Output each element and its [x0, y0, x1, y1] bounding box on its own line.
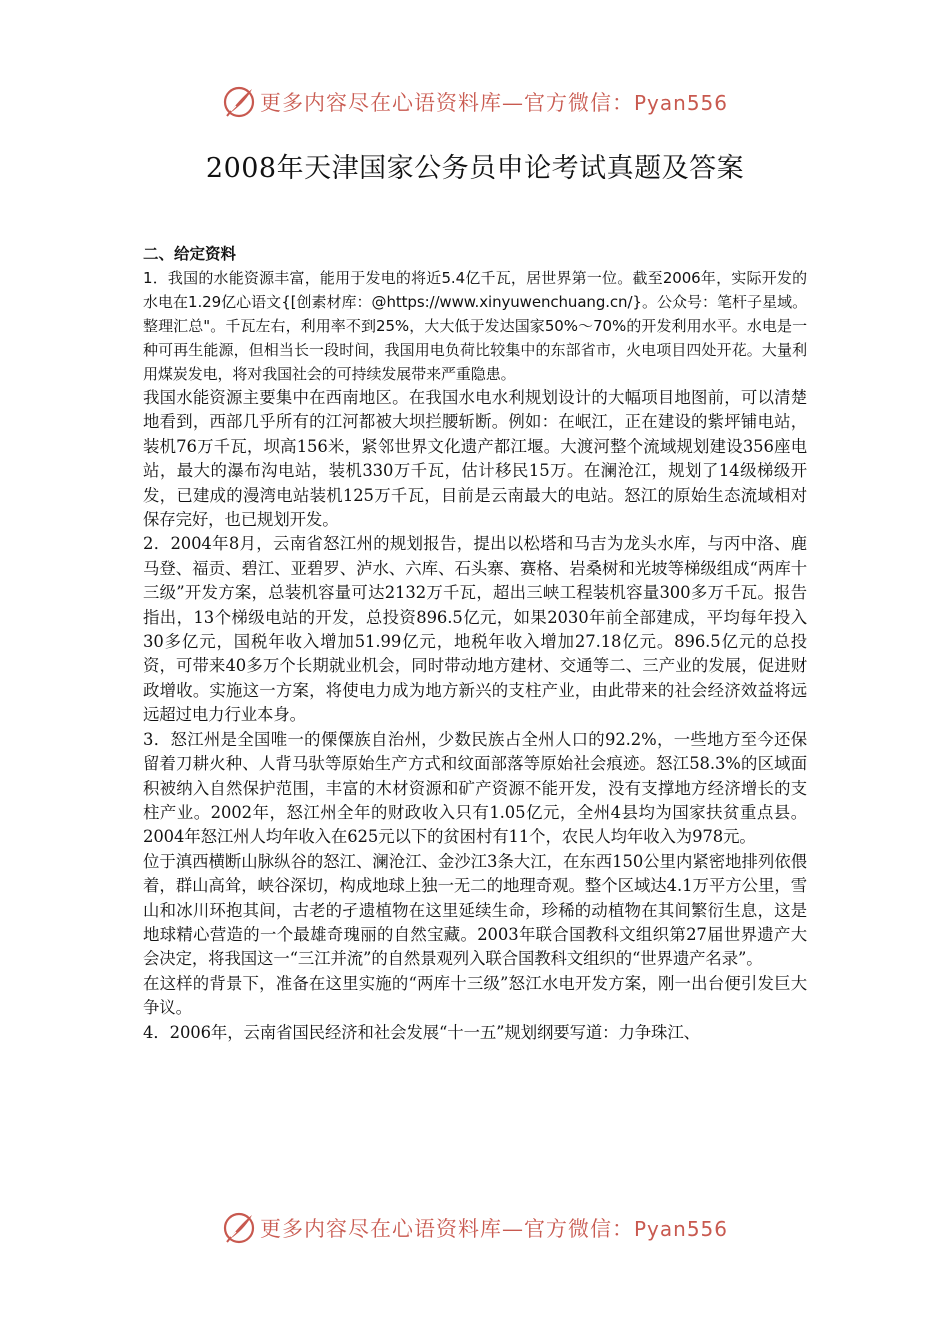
- footer-banner: [0, 1208, 950, 1248]
- header-banner: [0, 82, 950, 122]
- paragraph-4: 3．怒江州是全国唯一的傈僳族自治州，少数民族占全州人口的92.2%，一些地方至今还保留着刀耕火种、人背马驮等原始生产方式和纹面部落等原始社会痕迹。怒江58.3%的区域面积被纳入自然保护范围，丰富的木材资源和矿产资源不能开发，没有支撑地方经济增长的支柱产业。2002年，怒江州全年的财政收入只有1.05亿元，全州4县均为国家扶贫重点县。2004年怒江州人均年收入在625元以下的贫困村有11个，农民人均年收入为978元。: [143, 729, 807, 847]
- paragraph-7: 4．2006年，云南省国民经济和社会发展“十一五”规划纲要写道：力争珠江、: [143, 1022, 700, 1042]
- paragraph-5: 位于滇西横断山脉纵谷的怒江、澜沧江、金沙江3条大江，在东西150公里内紧密地排列依偎着，群山高耸，峡谷深切，构成地球上独一无二的地理奇观。整个区域达4.1万平方公里，雪山和冰川环抱其间，古老的孑遗植物在这里延续生命，珍稀的动植物在其间繁衍生息，这是地球精心营造的一个最雄奇瑰丽的自然宝藏。2003年联合国教科文组织第27届世界遗产大会决定，将我国这一“三江并流”的自然景观列入联合国教科文组织的“世界遗产名录”。: [143, 851, 807, 969]
- section-heading: 二、给定资料: [143, 245, 237, 263]
- document-title: 2008年天津国家公务员申论考试真题及答案: [205, 153, 745, 184]
- footer-banner-wechat-id: Pyan556: [633, 1217, 728, 1241]
- quill-logo-icon: [222, 1211, 256, 1245]
- paragraph-1: 1．我国的水能资源丰富，能用于发电的将近5.4亿千瓦，居世界第一位。截至2006年，实际开发的水电在1.29亿心语文{[创素材库：@https://www.xinyuwenchuang.cn/}。公众号：笔杆子星域。整理汇总"。千瓦左右，利用率不到25%，大大低于发达国家50%～70%的开发利用水平。水电是一种可再生能源，但相当长一段时间，我国用电负荷比较集中的东部省市，火电项目四处开花。大量利用煤炭发电，将对我国社会的可持续发展带来严重隐患。: [143, 269, 807, 383]
- quill-logo-icon: [222, 85, 256, 119]
- header-banner-wechat-id: Pyan556: [633, 91, 728, 115]
- paragraph-2: 我国水能资源主要集中在西南地区。在我国水电水利规划设计的大幅项目地图前，可以清楚地看到，西部几乎所有的江河都被大坝拦腰斩断。例如：在岷江，正在建设的紫坪铺电站，装机76万千瓦，坝高156米，紧邻世界文化遗产都江堰。大渡河整个流域规划建设356座电站，最大的瀑布沟电站，装机330万千瓦，估计移民15万。在澜沧江，规划了14级梯级开发，已建成的漫湾电站装机125万千瓦，目前是云南最大的电站。怒江的原始生态流域相对保存完好，也已规划开发。: [143, 388, 807, 530]
- paragraph-6: 在这样的背景下，准备在这里实施的“两库十三级”怒江水电开发方案，刚一出台便引发巨大争议。: [143, 973, 807, 1018]
- header-banner-text: [260, 87, 728, 117]
- footer-banner-text: [260, 1213, 728, 1243]
- document-body: [143, 242, 807, 1045]
- footer-banner-cn: 更多内容尽在心语资料库—官方微信：: [259, 1217, 634, 1241]
- header-banner-cn: 更多内容尽在心语资料库—官方微信：: [259, 91, 634, 115]
- paragraph-3: 2．2004年8月，云南省怒江州的规划报告，提出以松塔和马吉为龙头水库，与丙中洛、鹿马登、福贡、碧江、亚碧罗、泸水、六库、石头寨、赛格、岩桑树和光坡等梯级组成“两库十三级”开发方案，总装机容量可达2132万千瓦，超出三峡工程装机容量300多万千瓦。报告指出，13个梯级电站的开发，总投资896.5亿元，如果2030年前全部建成，平均每年投入30多亿元，国税年收入增加51.99亿元，地税年收入增加27.18亿元。896.5亿元的总投资，可带来40多万个长期就业机会，同时带动地方建材、交通等二、三产业的发展，促进财政增收。实施这一方案，将使电力成为地方新兴的支柱产业，由此带来的社会经济效益将远远超过电力行业本身。: [143, 534, 807, 725]
